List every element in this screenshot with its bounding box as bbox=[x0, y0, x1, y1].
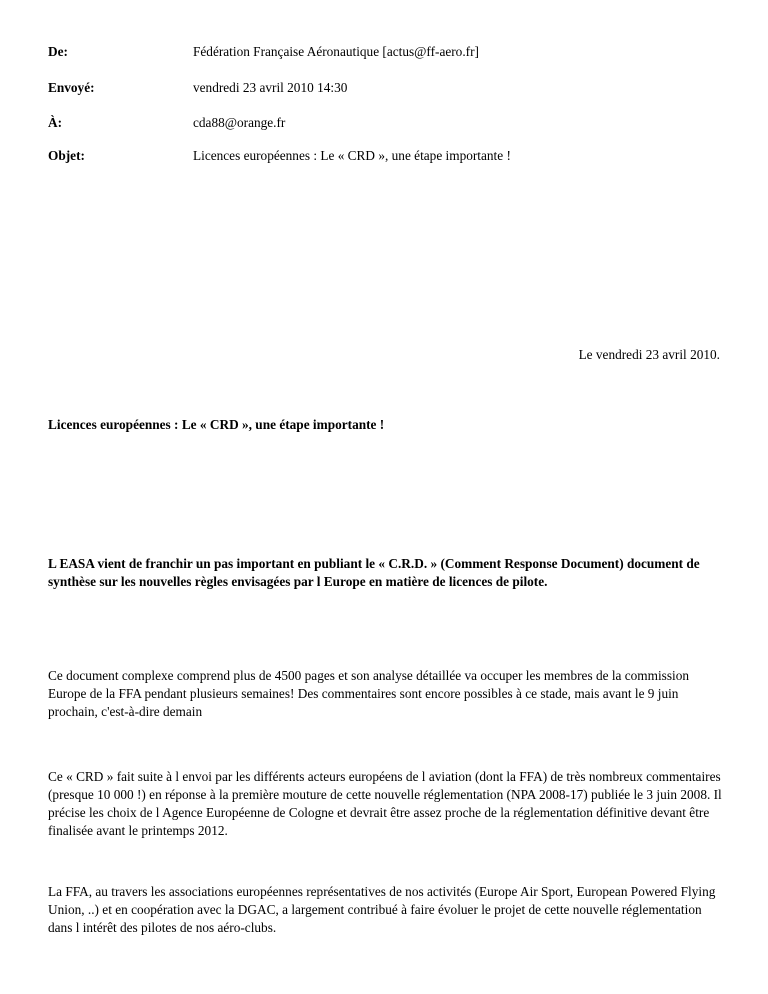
header-row-subject bbox=[48, 147, 728, 165]
from-label: De: bbox=[48, 44, 68, 59]
article-title: Licences européennes : Le « CRD », une étape importante ! bbox=[48, 417, 385, 432]
sent-value: vendredi 23 avril 2010 14:30 bbox=[193, 80, 348, 95]
header-row-from bbox=[48, 43, 728, 61]
sent-label: Envoyé: bbox=[48, 80, 95, 95]
paragraph-crd: Ce « CRD » fait suite à l envoi par les différents acteurs européens de l aviation (dont la FFA) de très nombreux commentaires (presque 10 000 !) en réponse à la première mouture de cette nouvelle réglementation (NPA 2008-17) publiée le 3 juin 2008. Il précise les choix de l Agence Européenne de Cologne et devrait être assez proche de la réglementation définitive devant être finalisée avant le printemps 2012. bbox=[48, 769, 722, 838]
date-line: Le vendredi 23 avril 2010. bbox=[578, 347, 720, 362]
header-row-sent bbox=[48, 79, 728, 97]
to-label: À: bbox=[48, 115, 63, 130]
from-value: Fédération Française Aéronautique [actus@ff-aero.fr] bbox=[193, 44, 479, 59]
paragraph-ffa: La FFA, au travers les associations européennes représentatives de nos activités (Europe Air Sport, European Powered Flying Union, ..) et en coopération avec la DGAC, a largement contribué à faire évoluer le projet de cette nouvelle réglementation dans l intérêt des pilotes de nos aéro-clubs. bbox=[48, 884, 716, 935]
subject-value: Licences européennes : Le « CRD », une étape importante ! bbox=[193, 148, 511, 163]
paragraph-intro: L EASA vient de franchir un pas important en publiant le « C.R.D. » (Comment Response Document) document de synthèse sur les nouvelles règles envisagées par l Europe en matière de licences de pilote. bbox=[48, 556, 700, 589]
paragraph-document: Ce document complexe comprend plus de 4500 pages et son analyse détaillée va occuper les membres de la commission Europe de la FFA pendant plusieurs semaines! Des commentaires sont encore possibles à ce stade, mais avant le 9 juin prochain, c'est-à-dire demain bbox=[48, 668, 690, 719]
subject-label: Objet: bbox=[48, 148, 85, 163]
to-value: cda88@orange.fr bbox=[193, 115, 286, 130]
header-row-to bbox=[48, 114, 728, 132]
